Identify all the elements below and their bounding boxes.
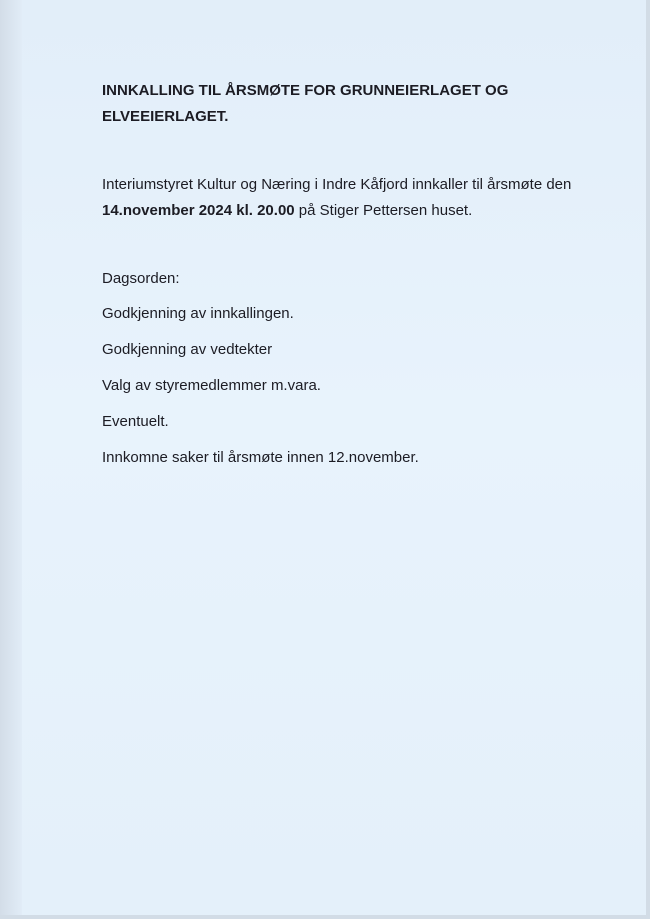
title-line-1: INNKALLING TIL ÅRSMØTE FOR GRUNNEIERLAGET OG [102,82,509,99]
agenda-item: Godkjenning av innkallingen. [102,305,294,322]
agenda-heading: Dagsorden: [102,270,180,287]
scan-edge-bottom [0,915,650,919]
intro-paragraph [102,172,622,224]
agenda-item: Valg av styremedlemmer m.vara. [102,377,321,394]
scan-edge-right [646,0,650,919]
title-line-2: ELVEEIERLAGET. [102,108,229,125]
agenda-item: Godkjenning av vedtekter [102,341,273,358]
agenda-item: Eventuelt. [102,413,169,430]
intro-text-part-2: på Stiger Pettersen huset. [294,202,473,219]
meeting-date-time: 14.november 2024 kl. 20.00 [102,202,295,219]
document-title [102,78,622,130]
intro-text-part-1: Interiumstyret Kultur og Næring i Indre Kåfjord innkaller til årsmøte den [102,176,572,193]
scan-edge-left [0,0,22,919]
agenda-item: Innkomne saker til årsmøte innen 12.november. [102,449,419,466]
agenda-list [102,301,419,481]
